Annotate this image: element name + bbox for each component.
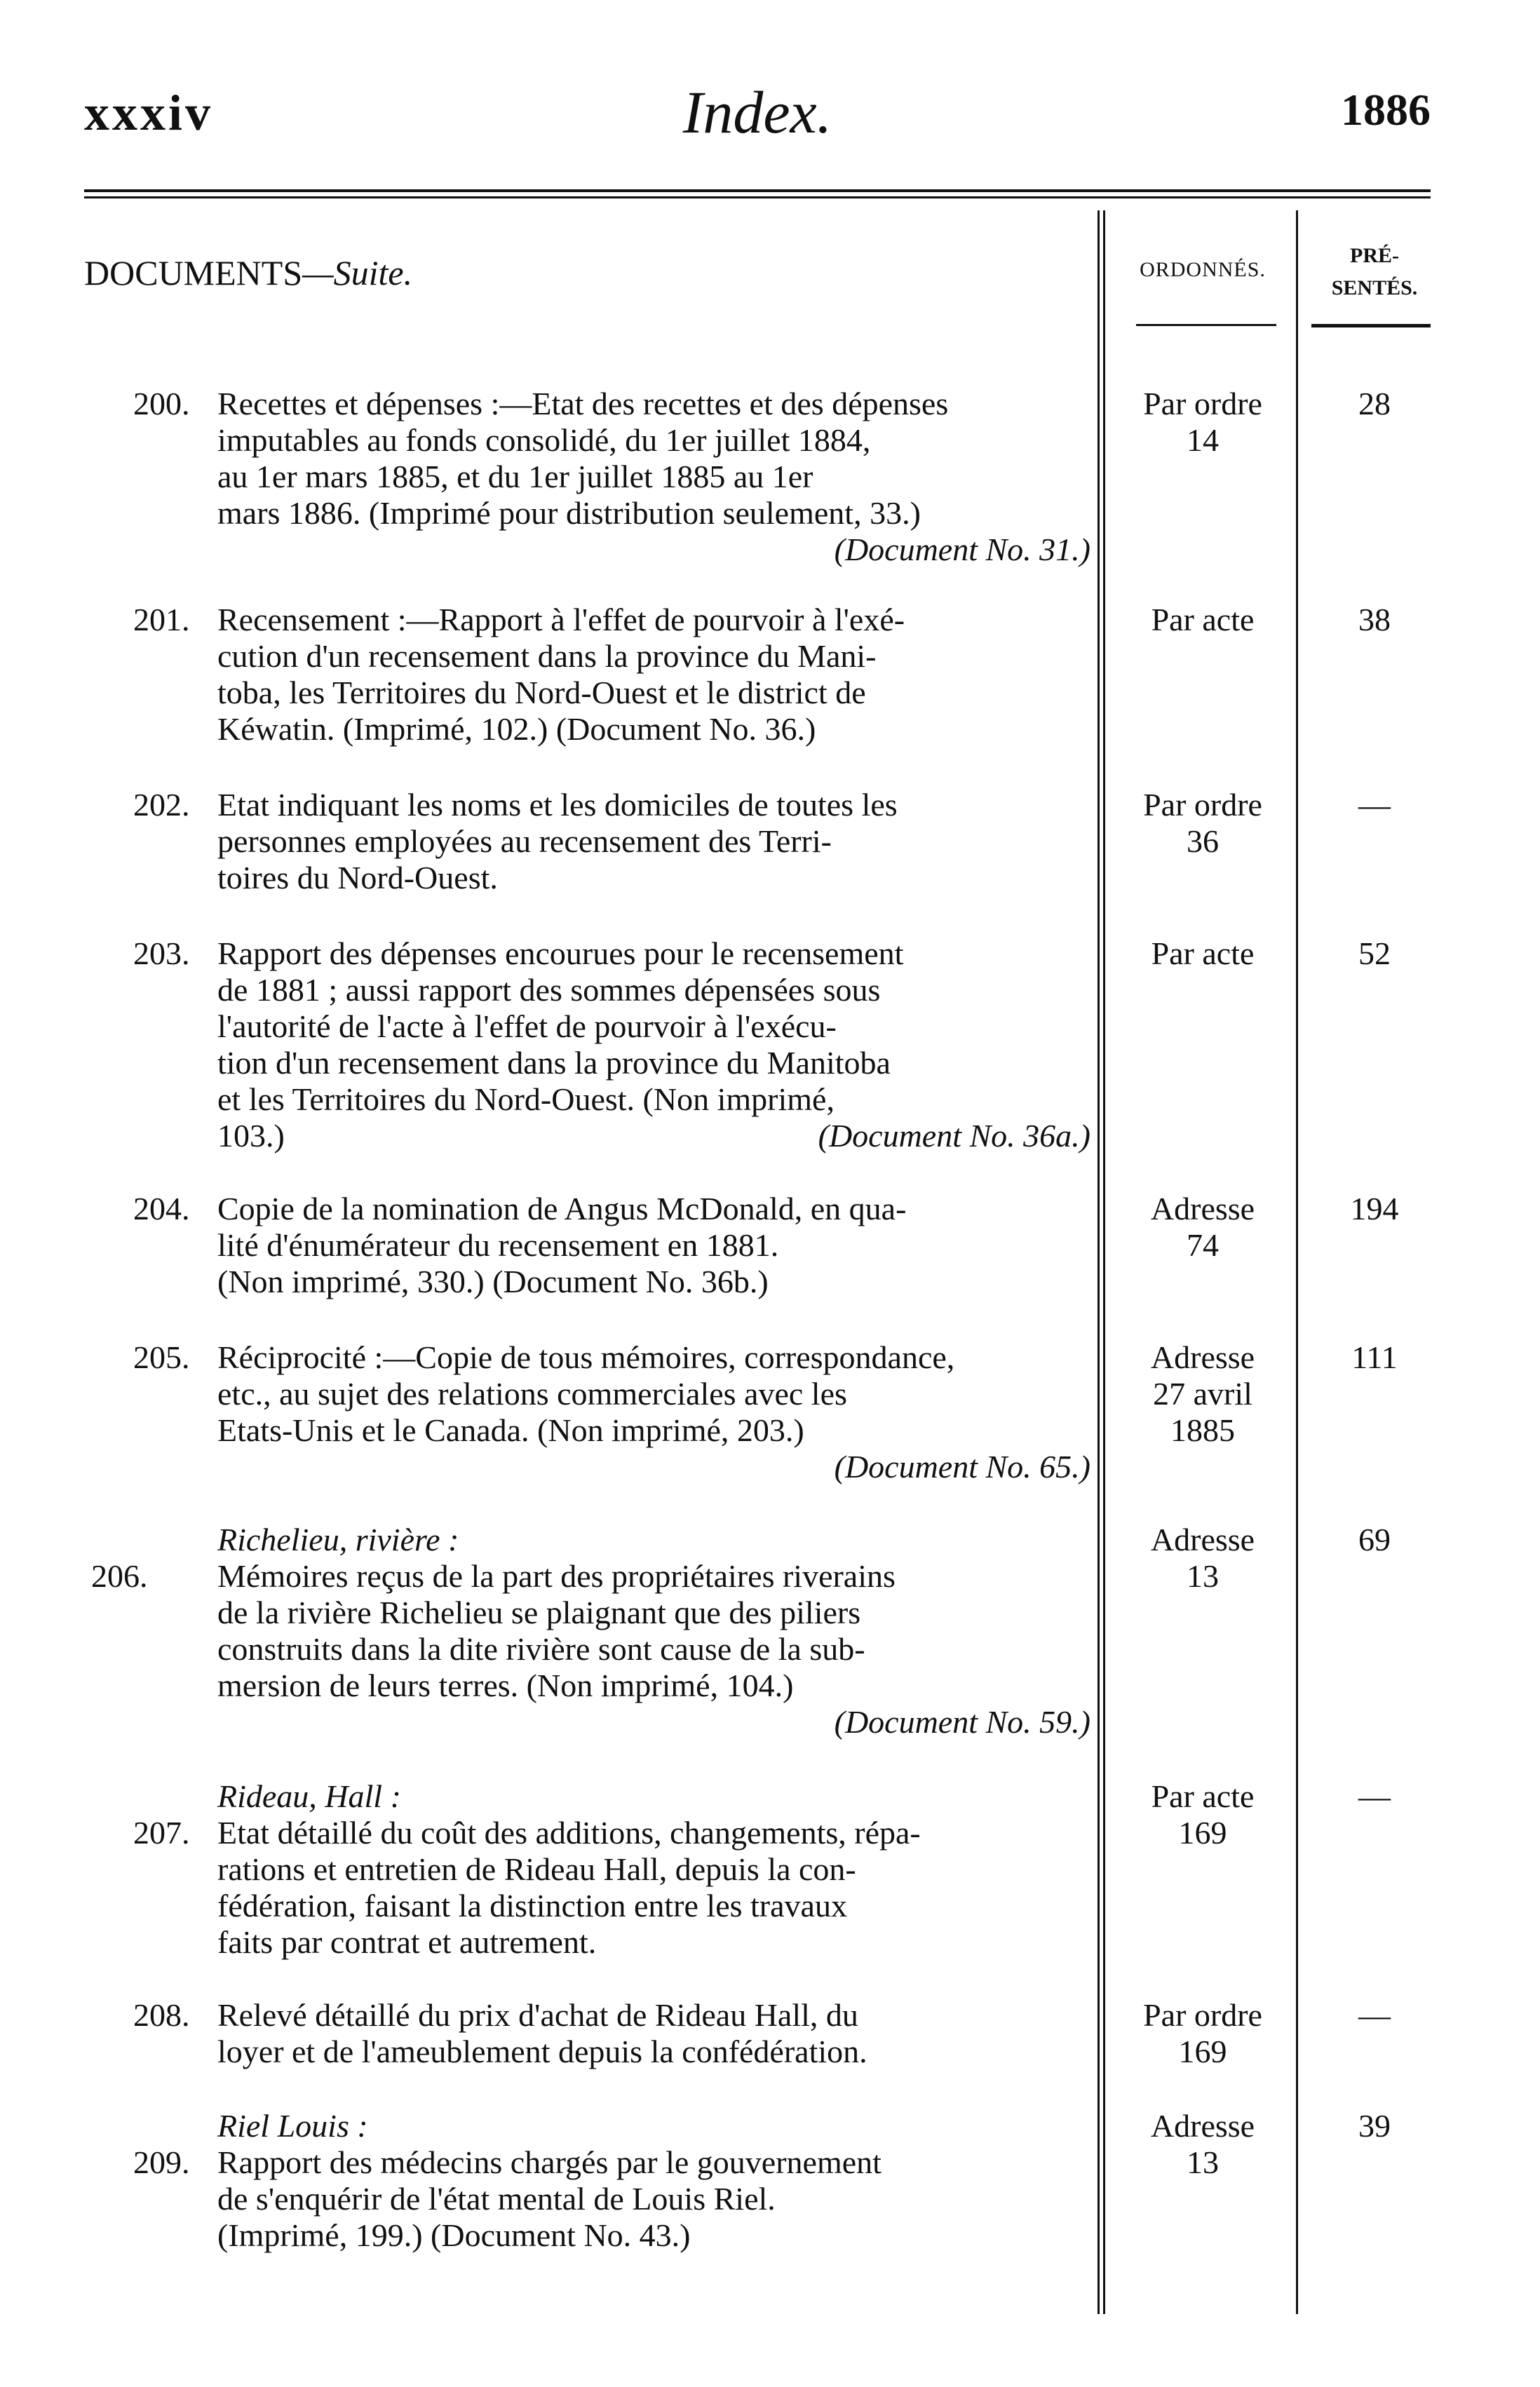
entry-description: Recensement :—Rapport à l'effet de pourvoir à l'exé- cution d'un recensement dans la province du Mani- toba, les Territoires du Nord-Ouest et le district de Kéwatin. (Imprimé, 102.) (Document No. 36.) <box>217 602 905 747</box>
entry-number: 203. <box>133 935 190 971</box>
entry-description: Rapport des médecins chargés par le gouvernement de s'enquérir de l'état mental de Louis Riel. (Imprimé, 199.) (Document No. 43.) <box>217 2144 882 2253</box>
ordonnes-cell: Par acte <box>1151 935 1255 971</box>
document-ref: (Document No. 36a.) <box>818 1118 1090 1154</box>
document-ref: (Document No. 59.) <box>834 1704 1090 1740</box>
page-title: Index. <box>682 79 832 146</box>
ordonnes-cell: Par ordre 14 <box>1143 386 1262 458</box>
ordonnes-cell: Adresse 13 <box>1150 2108 1255 2180</box>
entry-number: 206. <box>91 1558 148 1594</box>
presentes-cell: 111 <box>1351 1339 1398 1375</box>
ordonnes-cell: Par ordre 169 <box>1143 1997 1262 2069</box>
column-divider-ordo <box>1296 210 1298 2314</box>
column-divider-desc-2 <box>1103 210 1105 2314</box>
ordonnes-cell: Adresse 13 <box>1150 1522 1255 1594</box>
entry-description: Etat détaillé du coût des additions, changements, répa- rations et entretien de Rideau Hall, depuis la con- fédération, faisant la distinction entre les travaux faits par contrat et autrement. <box>217 1815 921 1960</box>
presentes-cell: — <box>1358 1778 1391 1814</box>
top-rule-2 <box>84 196 1431 198</box>
presentes-cell: 39 <box>1358 2108 1391 2144</box>
document-ref: (Document No. 31.) <box>834 532 1090 567</box>
presentes-cell: 194 <box>1350 1191 1399 1226</box>
entry-number: 207. <box>133 1815 190 1851</box>
top-rule-1 <box>84 189 1431 192</box>
entry-description: Mémoires reçus de la part des propriétaires riverains de la rivière Richelieu se plaignant que des piliers construits dans la dite rivière sont cause de la sub- mersion de leurs terres. (Non imprimé, 104.) (Document No. 59.) <box>217 1558 1090 1740</box>
page-number: xxxiv <box>84 85 214 141</box>
entry-number: 200. <box>133 386 190 421</box>
entry-number: 201. <box>133 602 190 637</box>
entry-description: Copie de la nomination de Angus McDonald, en qua- lité d'énumérateur du recensement en 1881. (Non imprimé, 330.) (Document No. 36b.) <box>217 1191 907 1299</box>
ordonnes-cell: Adresse 74 <box>1150 1191 1255 1263</box>
entry-number: 208. <box>133 1997 190 2033</box>
ordo-head-underline <box>1136 324 1276 326</box>
entry-heading: Rideau, Hall : <box>217 1778 401 1814</box>
entry-description: Relevé détaillé du prix d'achat de Rideau Hall, du loyer et de l'ameublement depuis la confédération. <box>217 1997 867 2069</box>
presentes-cell: 38 <box>1358 602 1391 637</box>
documents-heading: DOCUMENTS—Suite. <box>84 253 413 292</box>
presentes-cell: 52 <box>1358 935 1391 971</box>
entry-number: 204. <box>133 1191 190 1226</box>
entry-heading: Riel Louis : <box>217 2108 368 2144</box>
ordonnes-heading: ORDONNÉS. <box>1140 258 1266 281</box>
entry-description: Etat indiquant les noms et les domiciles de toutes les personnes employées au recensement des Terri- toires du Nord-Ouest. <box>217 787 898 895</box>
entry-description: Réciprocité :—Copie de tous mémoires, correspondance, etc., au sujet des relations commerciales avec les Etats-Unis et le Canada. (Non imprimé, 203.) (Document No. 65.) <box>217 1339 1090 1485</box>
presentes-cell: — <box>1358 787 1391 823</box>
pres-head-underline <box>1311 324 1431 327</box>
presentes-cell: — <box>1358 1997 1391 2033</box>
ordonnes-cell: Par acte 169 <box>1151 1778 1255 1851</box>
presentes-cell: 28 <box>1358 386 1391 421</box>
page-year: 1886 <box>1341 85 1431 135</box>
entry-description: Recettes et dépenses :—Etat des recettes et des dépenses imputables au fonds consolidé, du 1er juillet 1884, au 1er mars 1885, et du 1er juillet 1885 au 1er mars 1886. (Imprimé pour distribution seulement, 33.) (Document No. 31.) <box>217 386 1090 567</box>
page-header <box>84 79 1431 168</box>
column-divider-desc <box>1097 210 1100 2314</box>
presentes-cell: 69 <box>1358 1522 1391 1557</box>
presentes-heading: PRÉ- SENTÉS. <box>1331 244 1418 299</box>
entry-description: Rapport des dépenses encourues pour le recensement de 1881 ; aussi rapport des sommes dépensées sous l'autorité de l'acte à l'effet de pourvoir à l'exécu- tion d'un recensement dans la province du Manitoba et les Territoires du Nord-Ouest. (Non imprimé, 103.) (Document No. 36a.) <box>217 935 1090 1154</box>
entry-number: 205. <box>133 1339 190 1375</box>
ordonnes-cell: Par ordre 36 <box>1143 787 1262 859</box>
entry-heading: Richelieu, rivière : <box>217 1522 459 1557</box>
ordonnes-cell: Adresse 27 avril 1885 <box>1150 1339 1255 1448</box>
entry-number: 202. <box>133 787 190 823</box>
entry-number: 209. <box>133 2144 190 2180</box>
ordonnes-cell: Par acte <box>1151 602 1255 637</box>
document-ref: (Document No. 65.) <box>834 1449 1090 1485</box>
